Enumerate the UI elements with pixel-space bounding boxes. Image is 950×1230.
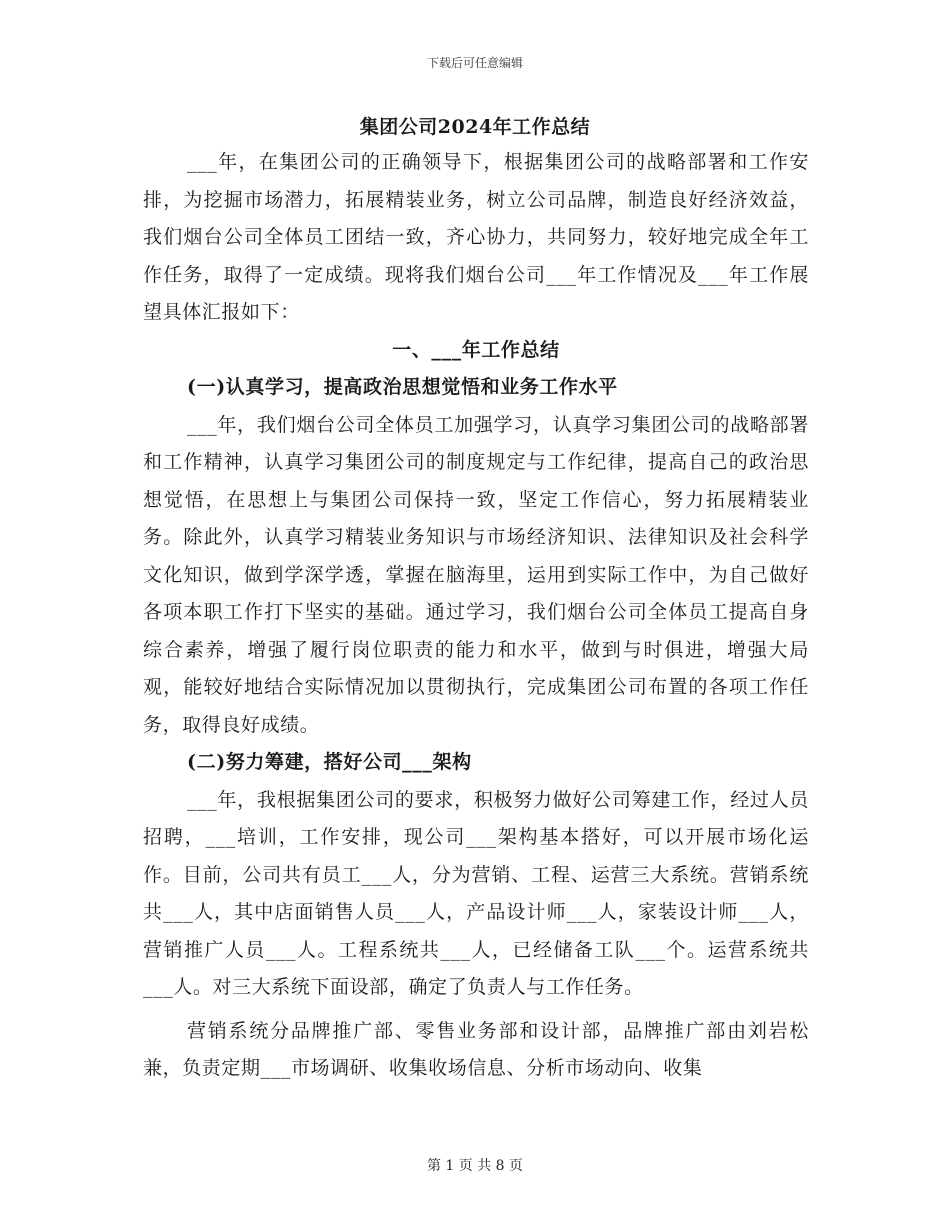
- subsection-body-1: ___年，我们烟台公司全体员工加强学习，认真学习集团公司的战略部署和工作精神，认真学习集团公司的制度规定与工作纪律，提高自己的政治思想觉悟，在思想上与集团公司保持一致，坚定工作信心，努力拓展精装业务。除此外，认真学习精装业务知识与市场经济知识、法律知识及社会科学文化知识，做到学深学透，掌握在脑海里，运用到实际工作中，为自己做好各项本职工作打下坚实的基础。通过学习，我们烟台公司全体员工提高自身综合素养，增强了履行岗位职责的能力和水平，做到与时俱进，增强大局观，能较好地结合实际情况加以贯彻执行，完成集团公司布置的各项工作任务，取得良好成绩。: [143, 413, 809, 736]
- subsection-heading-1: (一)认真学习，提高政治思想觉悟和业务工作水平: [187, 376, 618, 398]
- subsection-heading-2: (二)努力筹建，搭好公司___架构: [187, 751, 472, 773]
- page-footer: 第 1 页 共 8 页: [426, 1158, 524, 1174]
- document-title: 集团公司2024年工作总结: [359, 116, 591, 138]
- header-note: 下载后可任意编辑: [426, 56, 523, 70]
- subsection-body-2: ___年，我根据集团公司的要求，积极努力做好公司筹建工作，经过人员招聘，___培训，工作安排，现公司___架构基本搭好，可以开展市场化运作。目前，公司共有员工___人，分为营销、工程、运营三大系统。营销系统共___人，其中店面销售人员___人，产品设计师___人，家装设计师___人，营销推广人员___人。工程系统共___人，已经储备工队___个。运营系统共___人。对三大系统下面设部，确定了负责人与工作任务。: [143, 788, 809, 998]
- section-heading: 一、___年工作总结: [392, 338, 560, 361]
- marketing-paragraph: 营销系统分品牌推广部、零售业务部和设计部，品牌推广部由刘岩松兼，负责定期___市场调研、收集收场信息、分析市场动向、收集: [143, 1019, 809, 1079]
- document-body: [143, 144, 809, 1088]
- intro-paragraph: ___年，在集团公司的正确领导下，根据集团公司的战略部署和工作安排，为挖掘市场潜力，拓展精装业务，树立公司品牌，制造良好经济效益，我们烟台公司全体员工团结一致，齐心协力，共同努力，较好地完成全年工作任务，取得了一定成绩。现将我们烟台公司___年工作情况及___年工作展望具体汇报如下：: [143, 151, 809, 323]
